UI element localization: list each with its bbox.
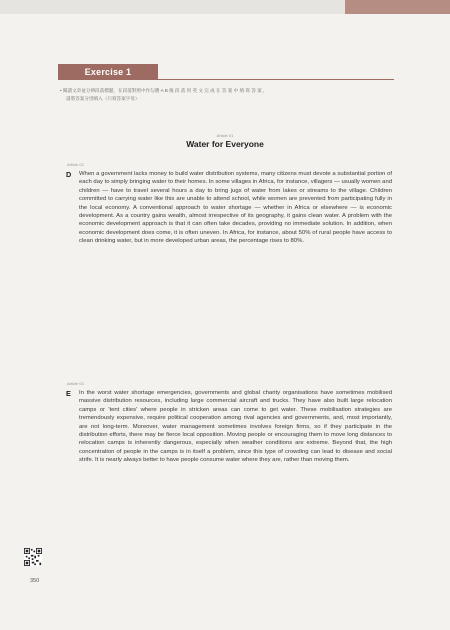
paragraph-d-label: Article 02: [67, 162, 84, 167]
paragraph-e-text: In the worst water shortage emergencies, governments and global charity organisations have sometimes mobilised massive distribution resources, including large commercial aircraft and trucks. They have also built large relocation camps or 'tent cities' where people in stricken areas can come to get water. These mobilisation strategies are tremendously expensive, require political cooperation among rival agencies and governments, and, most importantly, are not long-term. Moreover, water management sometimes involves foreign firms, so if they participate in the distribution efforts, there may be fierce local opposition. Moving people or encouraging them to move long distances to relocation camps is inherently dangerous, especially when weather conditions are extreme. Beyond that, the high concentration of people in the camps is in itself a problem, since this type of crowding can lead to disease and social strife. It is nearly always better to have people consume water where they are, rather than moving them.: [79, 390, 392, 464]
qr-code-icon: [24, 548, 42, 566]
paragraph-d-text: When a government lacks money to build water distribution systems, many citizens must devote a substantial portion of each day to simply bringing water to their homes. In some villages in Africa, for instance, villagers — usually women and children — have to travel several hours a day to bring jugs of water from lakes or streams to the village. Children committed to carrying water like this are unable to attend school, while women are prevented from participating fully in the local economy. A conventional approach to water shortage — whether in Africa or elsewhere — is economic development. As a country gains wealth, almost irrespective of its geography, it gains clean water. A problem with the economic development approach is that it can often take decades, providing no immediate solution. In addition, when economic development does come, it is often uneven. In Africa, for instance, about 50% of rural people have access to clean drinking water, but in more developed urban areas, the percentage rises to 80%.: [79, 171, 392, 245]
header-accent: [345, 0, 450, 14]
paragraph-d-letter: D: [66, 170, 72, 179]
paragraph-e-letter: E: [66, 389, 71, 398]
section-divider: [58, 79, 394, 80]
exercise-tab: [58, 64, 158, 79]
instruction-line-1: • 閱讀文章並分辨段落標題，在段落對照中作勾選 A B 後 段 落 用 英 文 完 成 在 答 案 中 填 寫 答 案 ，: [60, 88, 268, 93]
exercise-label: Exercise 1: [84, 66, 132, 77]
paragraph-e-label: Article 03: [67, 381, 84, 386]
instruction-note: [60, 87, 390, 103]
passage-title: Water for Everyone: [186, 139, 264, 149]
page-number: 350: [30, 578, 40, 584]
instruction-line-2: 請將答案分別填入（只寫答案字母）: [66, 96, 140, 101]
passage-label: Article 01: [216, 133, 234, 138]
